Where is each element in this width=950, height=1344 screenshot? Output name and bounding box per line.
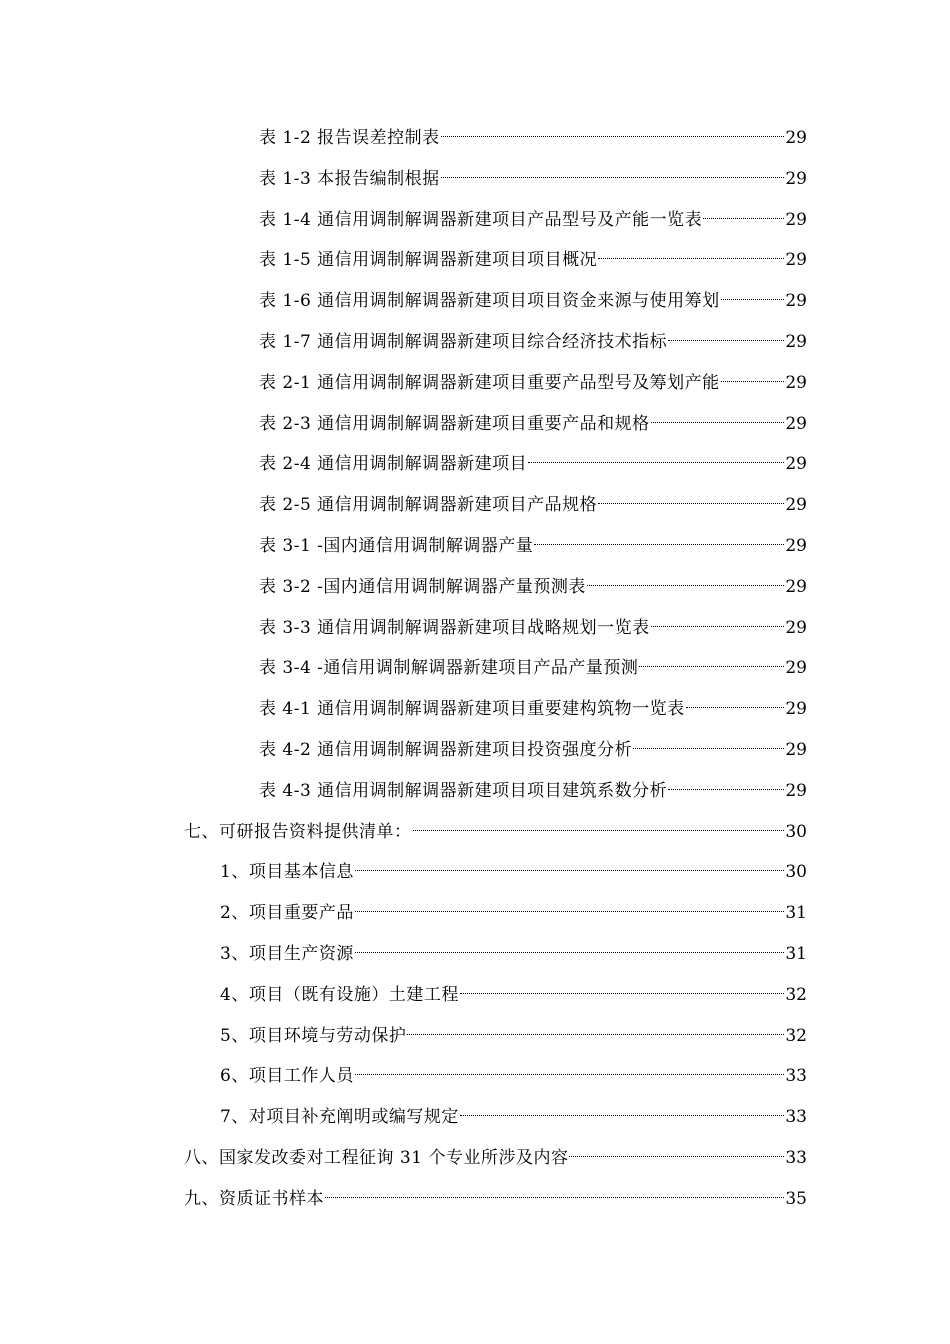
toc-dot-leader (407, 1034, 784, 1035)
toc-dot-leader (325, 1197, 784, 1198)
toc-dot-leader (569, 1156, 784, 1157)
toc-dot-leader (651, 422, 785, 423)
toc-dot-leader (703, 218, 784, 219)
toc-entry-page-number: 29 (785, 780, 807, 801)
toc-dot-leader (355, 952, 785, 953)
toc-entry[interactable] (259, 771, 807, 811)
toc-entry[interactable] (259, 648, 807, 688)
toc-entry-label: 表 1-7 通信用调制解调器新建项目综合经济技术指标 (259, 332, 668, 352)
toc-entry-label: 5、项目环境与劳动保护 (220, 1025, 407, 1046)
toc-entry[interactable] (220, 852, 807, 892)
toc-dot-leader (587, 585, 784, 586)
toc-entry[interactable] (220, 934, 807, 974)
toc-entry-label: 表 1-5 通信用调制解调器新建项目项目概况 (259, 250, 598, 271)
toc-entry-label: 表 1-3 本报告编制根据 (259, 168, 440, 189)
toc-dot-leader (441, 136, 785, 137)
toc-entry[interactable] (259, 200, 807, 240)
toc-entry-page-number: 33 (785, 1148, 807, 1168)
toc-entry-page-number: 29 (785, 250, 807, 271)
toc-entry[interactable] (259, 159, 807, 199)
toc-entry[interactable] (220, 1097, 807, 1137)
toc-entry-page-number: 29 (785, 372, 807, 393)
toc-entry-page-number: 29 (785, 413, 807, 434)
toc-entry[interactable] (259, 485, 807, 525)
toc-dot-leader (598, 258, 784, 259)
toc-dot-leader (668, 340, 784, 341)
toc-dot-leader (721, 381, 785, 382)
toc-entry-label: 表 4-2 通信用调制解调器新建项目投资强度分析 (259, 740, 633, 760)
toc-entry[interactable] (259, 404, 807, 444)
toc-entry-label: 表 1-4 通信用调制解调器新建项目产品型号及产能一览表 (259, 209, 703, 230)
toc-entry-page-number: 29 (785, 658, 807, 679)
toc-entry-page-number: 32 (785, 984, 807, 1005)
toc-entry-label: 1、项目基本信息 (220, 862, 354, 883)
toc-dot-leader (355, 1074, 785, 1075)
toc-entry-page-number: 29 (785, 128, 807, 148)
toc-dot-leader (355, 911, 785, 912)
toc-entry-page-number: 33 (785, 1107, 807, 1128)
toc-entry-label: 七、可研报告资料提供清单： (184, 821, 412, 842)
toc-dot-leader (534, 544, 784, 545)
toc-entry-page-number: 29 (785, 209, 807, 230)
toc-entry[interactable] (220, 1016, 807, 1056)
toc-entry[interactable] (220, 975, 807, 1015)
toc-dot-leader (413, 830, 785, 831)
toc-dot-leader (460, 993, 785, 994)
toc-entry-label: 表 2-5 通信用调制解调器新建项目产品规格 (259, 495, 598, 516)
toc-entry-page-number: 30 (785, 862, 807, 883)
toc-dot-leader (633, 748, 784, 749)
toc-entry[interactable] (184, 1138, 807, 1178)
toc-entry-label: 表 2-3 通信用调制解调器新建项目重要产品和规格 (259, 413, 650, 434)
toc-entry[interactable] (259, 608, 807, 648)
toc-entry[interactable] (259, 240, 807, 280)
toc-entry[interactable] (259, 281, 807, 321)
toc-entry[interactable] (259, 444, 807, 484)
toc-entry-label: 表 3-2 -国内通信用调制解调器产量预测表 (259, 576, 586, 597)
toc-entry[interactable] (184, 812, 807, 852)
toc-entry[interactable] (259, 526, 807, 566)
toc-entry[interactable] (259, 730, 807, 770)
toc-entry-label: 表 4-1 通信用调制解调器新建项目重要建构筑物一览表 (259, 699, 685, 720)
toc-entry-label: 表 4-3 通信用调制解调器新建项目项目建筑系数分析 (259, 780, 668, 801)
toc-entry-page-number: 29 (785, 454, 807, 475)
toc-entry-label: 表 3-1 -国内通信用调制解调器产量 (259, 536, 534, 556)
toc-entry-label: 表 1-6 通信用调制解调器新建项目项目资金来源与使用筹划 (259, 291, 720, 312)
toc-entry-page-number: 29 (785, 740, 807, 760)
toc-entry-label: 九、资质证书样本 (184, 1188, 324, 1209)
toc-entry-page-number: 31 (785, 944, 807, 964)
toc-entry-page-number: 29 (785, 617, 807, 638)
toc-entry-page-number: 35 (785, 1188, 807, 1209)
toc-entry-page-number: 29 (785, 291, 807, 312)
toc-entry-page-number: 33 (785, 1066, 807, 1087)
toc-dot-leader (528, 462, 784, 463)
toc-entry-page-number: 29 (785, 536, 807, 556)
toc-entry[interactable] (220, 893, 807, 933)
toc-dot-leader (721, 299, 785, 300)
toc-entry-label: 4、项目（既有设施）土建工程 (220, 984, 459, 1005)
toc-dot-leader (460, 1115, 785, 1116)
toc-entry-label: 2、项目重要产品 (220, 903, 354, 924)
toc-entry-label: 6、项目工作人员 (220, 1066, 354, 1087)
toc-entry-label: 表 2-4 通信用调制解调器新建项目 (259, 454, 528, 475)
toc-entry-page-number: 32 (785, 1025, 807, 1046)
toc-entry-label: 表 2-1 通信用调制解调器新建项目重要产品型号及筹划产能 (259, 372, 720, 393)
toc-entry-label: 表 3-4 -通信用调制解调器新建项目产品产量预测 (259, 658, 639, 679)
toc-dot-leader (639, 666, 784, 667)
toc-entry-label: 表 3-3 通信用调制解调器新建项目战略规划一览表 (259, 617, 650, 638)
toc-entry[interactable] (259, 322, 807, 362)
toc-entry-page-number: 29 (785, 576, 807, 597)
toc-entry-page-number: 30 (785, 821, 807, 842)
toc-entry[interactable] (259, 689, 807, 729)
toc-dot-leader (651, 626, 785, 627)
toc-entry-page-number: 29 (785, 168, 807, 189)
toc-entry-label: 7、对项目补充阐明或编写规定 (220, 1107, 459, 1128)
toc-dot-leader (598, 503, 784, 504)
toc-dot-leader (355, 870, 785, 871)
toc-entry-page-number: 29 (785, 332, 807, 352)
toc-entry[interactable] (184, 1179, 807, 1219)
toc-dot-leader (441, 177, 785, 178)
toc-entry[interactable] (259, 118, 807, 158)
toc-entry[interactable] (259, 567, 807, 607)
toc-entry-page-number: 31 (785, 903, 807, 924)
toc-entry[interactable] (220, 1056, 807, 1096)
toc-entry-page-number: 29 (785, 495, 807, 516)
toc-entry-label: 3、项目生产资源 (220, 944, 354, 964)
toc-entry-page-number: 29 (785, 699, 807, 720)
toc-entry-label: 表 1-2 报告误差控制表 (259, 128, 440, 148)
toc-entry[interactable] (259, 363, 807, 403)
toc-entry-label: 八、国家发改委对工程征询 31 个专业所涉及内容 (184, 1148, 569, 1168)
toc-dot-leader (668, 789, 784, 790)
toc-dot-leader (686, 707, 785, 708)
